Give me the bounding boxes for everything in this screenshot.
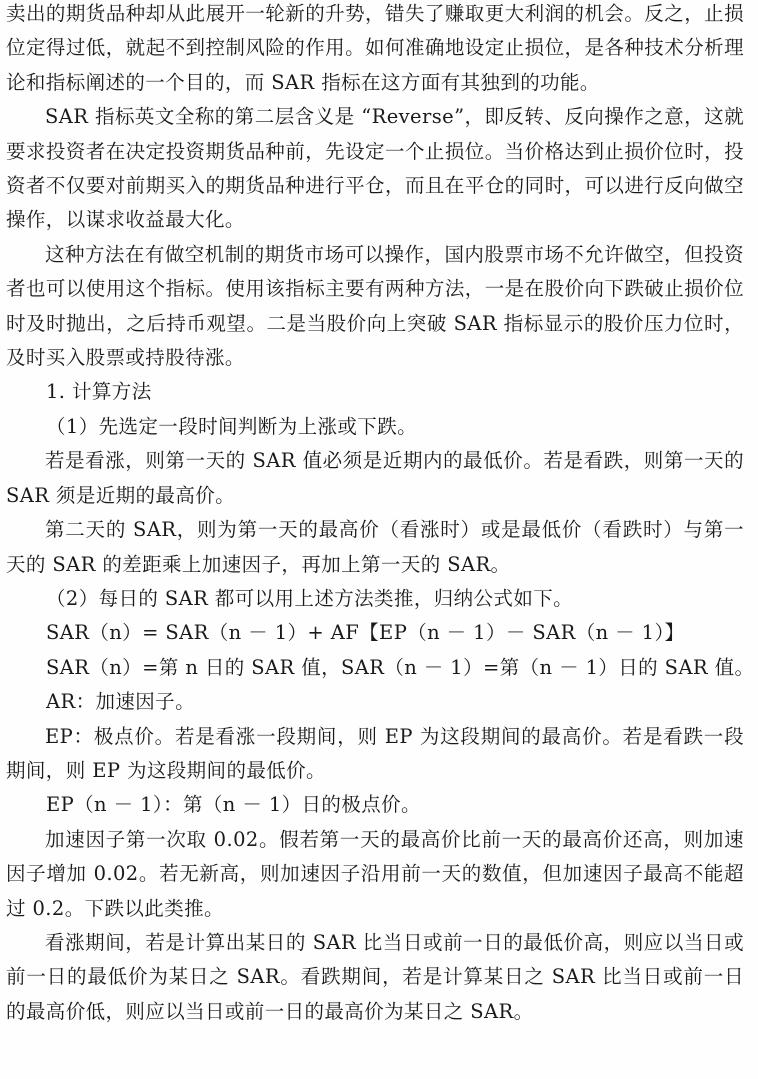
paragraph-sar-adjustment: 看涨期间，若是计算出某日的 SAR 比当日或前一日的最低价高，则应以当日或前一日的最低价为某日之 SAR。看跌期间，若是计算某日之 SAR 比当日或前一日的最高价低，则应以当日或前一日的最高价为某日之 SAR。: [6, 930, 744, 1023]
definition-ar: AR：加速因子。: [46, 690, 195, 714]
sar-formula: SAR（n）= SAR（n － 1）+ AF【EP（n － 1）－ SAR（n － 1）】: [46, 621, 685, 645]
step-2: （2）每日的 SAR 都可以用上述方法类推，归纳公式如下。: [46, 586, 574, 610]
definition-ep-n-1: EP（n － 1）：第（n － 1）日的极点价。: [46, 793, 421, 817]
paragraph-stop-loss-intro: 卖出的期货品种却从此展开一轮新的升势，错失了赚取更大利润的机会。反之，止损位定得过低，就起不到控制风险的作用。如何准确地设定止损位，是各种技术分析理论和指标阐述的一个目的，而 SAR 指标在这方面有其独到的功能。: [6, 2, 744, 94]
paragraph-reverse-meaning: SAR 指标英文全称的第二层含义是 “Reverse”，即反转、反向操作之意，这就要求投资者在决定投资期货品种前，先设定一个止损位。当价格达到止损价位时，投资者不仅要对前期买入的期货品种进行平仓，而且在平仓的同时，可以进行反向做空操作，以谋求收益最大化。: [6, 105, 744, 232]
paragraph-usage-methods: 这种方法在有做空机制的期货市场可以操作，国内股票市场不允许做空，但投资者也可以使用这个指标。使用该指标主要有两种方法，一是在股价向下跌破止损价位时及时抛出，之后持币观望。二是当股价向上突破 SAR 指标显示的股价压力位时，及时买入股票或持股待涨。: [6, 242, 744, 370]
paragraph-acceleration-factor: 加速因子第一次取 0.02。假若第一天的最高价比前一天的最高价还高，则加速因子增加 0.02。若无新高，则加速因子沿用前一天的数值，但加速因子最高不能超过 0.2。下跌以此类推。: [6, 827, 744, 920]
section-heading-calculation: 1. 计算方法: [46, 380, 152, 404]
definition-ep: EP：极点价。若是看涨一段期间，则 EP 为这段期间的最高价。若是看跌一段期间，则 EP 为这段期间的最低价。: [6, 724, 744, 782]
paragraph-first-day-sar: 若是看涨，则第一天的 SAR 值必须是近期内的最低价。若是看跌，则第一天的 SAR 须是近期的最高价。: [6, 449, 744, 507]
definition-sar: SAR（n）=第 n 日的 SAR 值，SAR（n － 1）=第（n － 1）日的 SAR 值。: [46, 655, 755, 679]
paragraph-second-day-sar: 第二天的 SAR，则为第一天的最高价（看涨时）或是最低价（看跌时）与第一天的 SAR 的差距乘上加速因子，再加上第一天的 SAR。: [6, 518, 744, 576]
step-1: （1）先选定一段时间判断为上涨或下跌。: [46, 414, 418, 438]
